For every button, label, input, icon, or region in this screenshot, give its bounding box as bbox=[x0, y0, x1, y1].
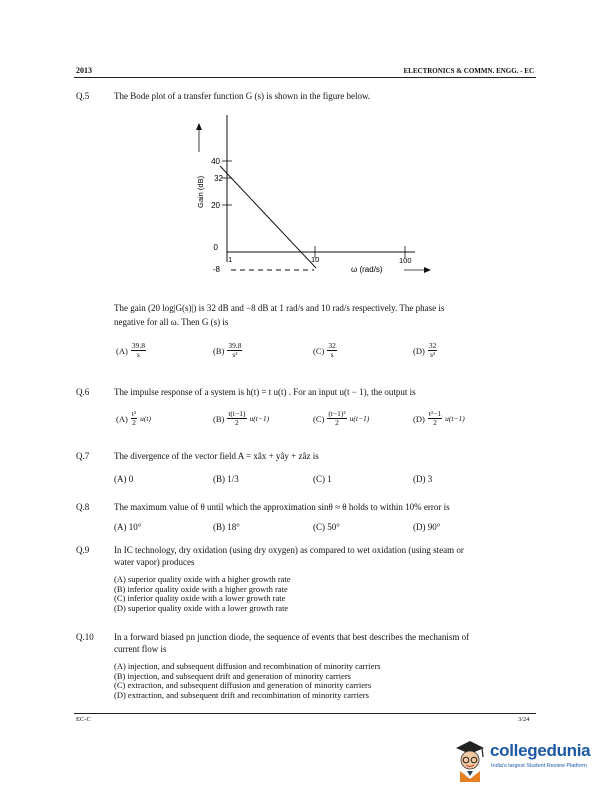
q7-option-b: (B) 1/3 bbox=[213, 474, 239, 484]
q5-option-a-label: (A) bbox=[116, 345, 128, 356]
q6-option-a-num: t² bbox=[131, 409, 137, 418]
q5-option-b bbox=[213, 342, 242, 359]
q5-option-b-den: s² bbox=[232, 350, 238, 359]
q6-option-c-den: 2 bbox=[335, 418, 339, 427]
q6-option-b-num: t(t−1) bbox=[228, 409, 246, 418]
x-axis-title: ω (rad/s) bbox=[351, 265, 383, 274]
q5-option-d bbox=[413, 342, 437, 359]
q7-option-c: (C) 1 bbox=[313, 474, 332, 484]
q6-option-c-tail: u(t−1) bbox=[349, 414, 370, 423]
q9-options bbox=[114, 575, 291, 613]
q6-option-d-tail: u(t−1) bbox=[445, 414, 465, 423]
q6-option-a-label: (A) bbox=[116, 413, 128, 424]
q5-option-d-label: (D) bbox=[413, 345, 425, 356]
brand-name: collegedunia bbox=[490, 741, 591, 760]
q7-option-d: (D) 3 bbox=[413, 474, 433, 484]
y-label-32: 32 bbox=[214, 174, 223, 183]
q9-line1: In IC technology, dry oxidation (using dry oxygen) as compared to wet oxidation (using steam or bbox=[114, 545, 464, 555]
q9-option-d: (D) superior quality oxide with a lower growth rate bbox=[114, 602, 289, 613]
q5-option-c-den: s bbox=[330, 350, 334, 359]
x-arrowhead bbox=[424, 267, 431, 273]
x-label-10: 10 bbox=[311, 255, 320, 264]
y-label-minus8: -8 bbox=[212, 265, 220, 274]
brand-tagline: India's largest Student Review Platform bbox=[491, 763, 587, 769]
q6-option-a bbox=[116, 410, 151, 427]
y-label-0: 0 bbox=[213, 243, 218, 252]
q8-option-d: (D) 90° bbox=[413, 522, 441, 532]
q5-option-a-num: 39.8 bbox=[131, 341, 145, 350]
bode-plot bbox=[190, 110, 450, 280]
y-axis-title: Gain (dB) bbox=[196, 175, 205, 208]
q5-option-a-den: s bbox=[136, 350, 140, 359]
y-label-20: 20 bbox=[211, 201, 220, 210]
q5-option-d-den: s² bbox=[429, 350, 436, 359]
q5-text: The Bode plot of a transfer function G (s) is shown in the figure below. bbox=[114, 91, 371, 101]
q8-text: The maximum value of θ until which the approximation sinθ ≈ θ holds to within 10% error is bbox=[114, 502, 450, 512]
q5-body-line2: negative for all ω. Then G (s) is bbox=[114, 317, 229, 327]
q10-number: Q.10 bbox=[76, 632, 94, 642]
gain-line bbox=[220, 166, 316, 268]
footer-left: EC-C bbox=[76, 716, 91, 723]
header-rule bbox=[74, 77, 536, 78]
q9-line2: water vapor) produces bbox=[114, 557, 195, 567]
footer-rule bbox=[74, 713, 536, 714]
header-year: 2013 bbox=[76, 66, 92, 75]
q5-option-c bbox=[313, 342, 337, 359]
q9-option-b: (B) inferior quality oxide with a higher growth rate bbox=[114, 583, 288, 594]
q5-option-c-label: (C) bbox=[313, 345, 325, 356]
q10-line2: current flow is bbox=[114, 644, 167, 654]
y-label-40: 40 bbox=[211, 157, 220, 166]
q6-option-a-den: 2 bbox=[132, 418, 136, 427]
q7-option-a: (A) 0 bbox=[114, 474, 134, 484]
header-subject: ELECTRONICS & COMMN. ENGG. - EC bbox=[403, 67, 534, 75]
q6-option-d-den: 2 bbox=[433, 418, 437, 427]
student-mascot-icon bbox=[452, 738, 488, 782]
q10-option-d: (D) extraction, and subsequent drift and recombination of minority carriers bbox=[114, 689, 369, 700]
x-label-100: 100 bbox=[399, 256, 412, 265]
q6-option-b-label: (B) bbox=[213, 413, 225, 424]
q5-number: Q.5 bbox=[76, 91, 90, 101]
q7-number: Q.7 bbox=[76, 451, 90, 461]
q6-option-c-label: (C) bbox=[313, 413, 325, 424]
q10-options bbox=[114, 662, 381, 700]
q9-option-c: (C) inferior quality oxide with a lower growth rate bbox=[114, 593, 286, 604]
q6-option-a-tail: u(t) bbox=[140, 414, 151, 423]
q5-option-c-num: 32 bbox=[328, 341, 336, 350]
q6-option-d bbox=[413, 410, 465, 427]
q6-option-b-tail: u(t−1) bbox=[249, 414, 270, 423]
q10-option-a: (A) injection, and subsequent diffusion and recombination of minority carriers bbox=[114, 661, 381, 671]
q6-option-d-label: (D) bbox=[413, 413, 425, 424]
q6-option-c bbox=[313, 410, 369, 427]
q8-number: Q.8 bbox=[76, 502, 90, 512]
q6-option-d-num: t²−1 bbox=[428, 409, 442, 418]
q8-option-b: (B) 18° bbox=[213, 522, 240, 532]
x-label-1: 1 bbox=[228, 255, 233, 264]
footer-page: 3/24 bbox=[518, 716, 530, 723]
y-arrowhead bbox=[196, 123, 202, 130]
q5-option-b-label: (B) bbox=[213, 345, 225, 356]
q10-option-c: (C) extraction, and subsequent diffusion and generation of minority carriers bbox=[114, 680, 372, 691]
q9-number: Q.9 bbox=[76, 545, 90, 555]
q5-option-b-num: 39.8 bbox=[228, 341, 242, 350]
q5-body-line1: The gain (20 log|G(s)|) is 32 dB and −8 dB at 1 rad/s and 10 rad/s respectively. The phase is bbox=[114, 303, 445, 313]
q5-option-a bbox=[116, 342, 146, 359]
q6-option-b-den: 2 bbox=[235, 418, 239, 427]
brand-logo[interactable] bbox=[452, 738, 602, 782]
q7-text: The divergence of the vector field A = xâx + yây + zâz is bbox=[114, 451, 319, 461]
q6-number: Q.6 bbox=[76, 387, 90, 397]
q10-option-b: (B) injection, and subsequent drift and generation of minority carriers bbox=[114, 670, 351, 681]
q6-option-c-num: (t−1)² bbox=[328, 409, 346, 418]
q10-line1: In a forward biased pn junction diode, the sequence of events that best describes the mechanism of bbox=[114, 632, 470, 642]
q8-option-c: (C) 50° bbox=[313, 522, 340, 532]
q9-option-a: (A) superior quality oxide with a higher growth rate bbox=[114, 574, 291, 584]
q5-option-d-num: 32 bbox=[428, 341, 437, 350]
q8-option-a: (A) 10° bbox=[114, 522, 142, 532]
q6-text: The impulse response of a system is h(t) = t u(t) . For an input u(t − 1), the output is bbox=[114, 387, 416, 397]
q6-option-b bbox=[213, 410, 269, 427]
